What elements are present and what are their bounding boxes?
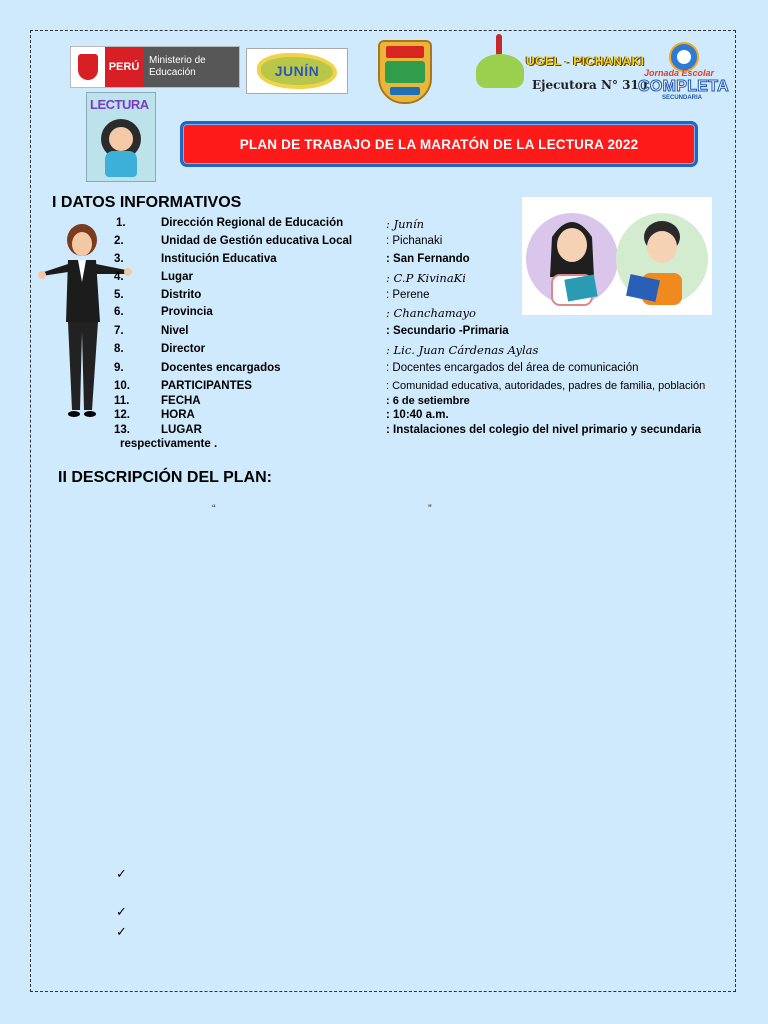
info-row-label: Director xyxy=(161,343,206,355)
info-row-label: Lugar xyxy=(161,271,193,283)
info-row-label: Docentes encargados xyxy=(161,362,281,374)
info-row-label: Institución Educativa xyxy=(161,253,277,265)
ugel-logo xyxy=(474,34,648,100)
info-row-number: 4. xyxy=(114,271,124,283)
junin-logo xyxy=(246,48,348,94)
info-row-label: LUGAR xyxy=(161,424,202,436)
info-row xyxy=(0,424,768,440)
junin-label: JUNÍN xyxy=(274,63,320,79)
section-heading-descripcion: II DESCRIPCIÓN DEL PLAN: xyxy=(58,469,272,486)
info-row-number: 7. xyxy=(114,325,124,337)
info-row xyxy=(0,253,768,269)
info-row-value: : Junín xyxy=(386,217,425,231)
checkmark-icon: ✓ xyxy=(116,866,127,881)
junin-map-icon xyxy=(257,53,337,89)
info-row-label: HORA xyxy=(161,409,195,421)
book-plant-icon xyxy=(476,54,524,88)
info-row xyxy=(0,217,768,233)
info-row-number: 5. xyxy=(114,289,124,301)
close-quote: ” xyxy=(428,503,432,515)
peru-label: PERÚ xyxy=(105,47,143,87)
section-heading-datos: I DATOS INFORMATIVOS xyxy=(52,194,242,211)
info-row xyxy=(0,362,768,378)
info-row-value: : San Fernando xyxy=(386,253,470,265)
info-row xyxy=(0,271,768,287)
info-row-value: : 6 de setiembre xyxy=(386,395,470,407)
info-row xyxy=(0,380,768,396)
info-row-number: 11. xyxy=(114,395,130,407)
info-row-number: 8. xyxy=(114,343,124,355)
info-row-value: : 10:40 a.m. xyxy=(386,409,449,421)
checkmark-icon: ✓ xyxy=(116,904,127,919)
info-row-number: 2. xyxy=(114,235,124,247)
info-row-value: : Lic. Juan Cárdenas Aylas xyxy=(386,343,539,357)
open-quote: “ xyxy=(212,503,216,515)
info-row-number: 3. xyxy=(114,253,124,265)
info-row-value: : Secundario -Primaria xyxy=(386,325,509,337)
info-row xyxy=(0,409,768,425)
school-shield-logo xyxy=(378,40,432,104)
lectura-label: LECTURA xyxy=(90,97,149,112)
info-row-label: Distrito xyxy=(161,289,202,301)
lectura-illustration xyxy=(86,92,156,182)
info-row-label: Nivel xyxy=(161,325,189,337)
info-row-number: 12. xyxy=(114,409,130,421)
info-row-number: 13. xyxy=(114,424,130,436)
info-row-value: : C.P KivinaKi xyxy=(386,271,466,285)
info-row xyxy=(0,289,768,305)
info-row-number: 10. xyxy=(114,380,130,392)
info-row-value: : Pichanaki xyxy=(386,235,443,247)
info-row-value: : Instalaciones del colegio del nivel primario y secundaria xyxy=(386,424,702,436)
ugel-name: UGEL - PICHANAKI xyxy=(526,54,645,68)
info-row-value: : Perene xyxy=(386,289,430,301)
jec-logo: Jornada Escolar COMPLETA SECUNDARIA xyxy=(636,42,734,100)
info-row-label: Dirección Regional de Educación xyxy=(161,217,344,229)
info-row-value: : Docentes encargados del área de comunicación xyxy=(386,362,639,374)
info-row-number: 1. xyxy=(116,217,126,229)
info-row xyxy=(0,306,768,322)
info-row xyxy=(0,343,768,359)
info-row-value: : Comunidad educativa, autoridades, padres de familia, población xyxy=(386,380,706,392)
document-title: PLAN DE TRABAJO DE LA MARATÓN DE LA LECTURA 2022 xyxy=(180,121,698,167)
info-row-label: FECHA xyxy=(161,395,201,407)
info-row-label: Unidad de Gestión educativa Local xyxy=(161,235,353,247)
info-row-label: Provincia xyxy=(161,306,213,318)
ugel-subtitle: Ejecutora N° 310 xyxy=(532,78,648,92)
info-row-number: 6. xyxy=(114,306,124,318)
info-row xyxy=(0,325,768,341)
torch-icon xyxy=(496,34,502,56)
info-row-label: PARTICIPANTES xyxy=(161,380,252,392)
ministry-label: Ministerio de Educación xyxy=(143,47,239,87)
info-row xyxy=(0,235,768,251)
minedu-logo xyxy=(70,46,240,88)
info-row-value: : Chanchamayo xyxy=(386,306,476,320)
peru-shield-icon xyxy=(71,47,105,87)
lugar-continuation: respectivamente . xyxy=(120,438,218,450)
info-row-number: 9. xyxy=(114,362,124,374)
checkmark-icon: ✓ xyxy=(116,924,127,939)
